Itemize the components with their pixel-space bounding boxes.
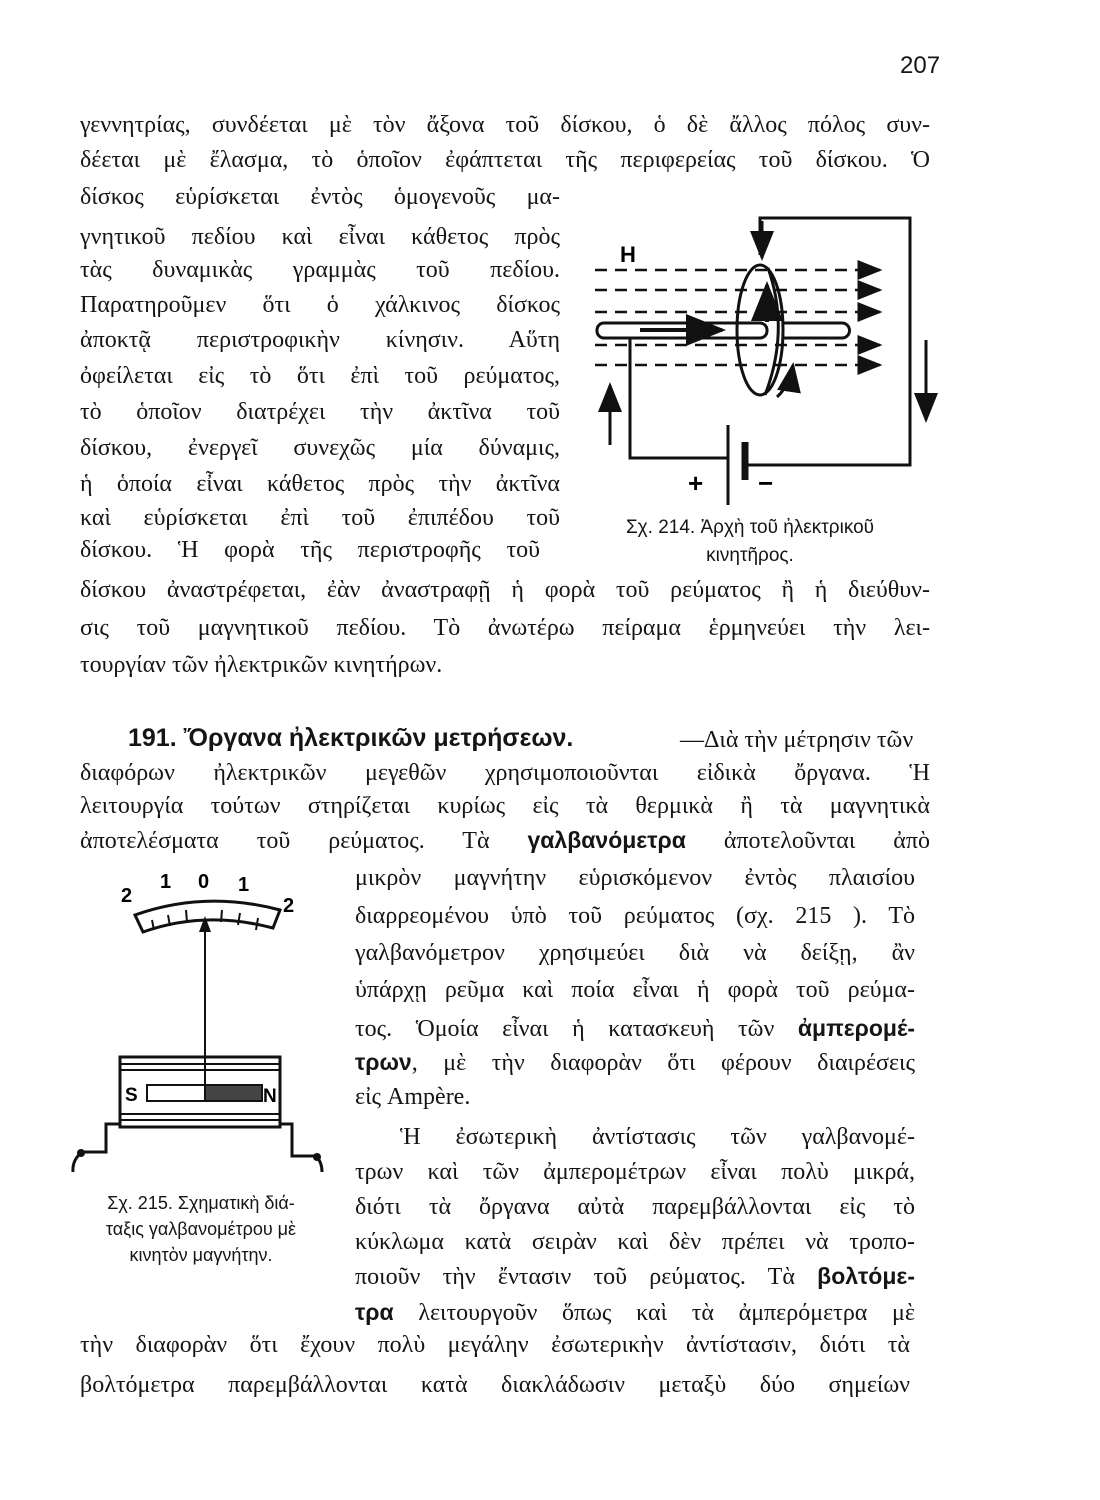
text-segment: Παρατηροῦμεν ὅτι ὁ χάλκινος δίσκος [80,292,560,318]
text-line [355,1226,915,1258]
text-segment: λειτουργία τούτων στηρίζεται κυρίως εἰς τὰ θερμικὰ ἢ τὰ μαγνητικὰ [80,793,930,819]
text-segment: ποιοῦν τὴν ἔντασιν τοῦ ρεύματος. Τὰ [355,1264,818,1290]
text-line [355,1260,915,1292]
text-segment: μικρὸν μαγνήτην εὑρισκόμενον ἐντὸς πλαισίου [355,865,915,891]
text-segment: κύκλωμα κατὰ σειρὰν καὶ δὲν πρέπει νὰ τροπο- [355,1229,915,1255]
text-line [400,1121,915,1153]
text-line [355,1296,915,1328]
text-segment: γνητικοῦ πεδίου καὶ εἶναι κάθετος πρὸς [80,224,560,250]
text-segment: τὰς δυναμικὰς γραμμὰς τοῦ πεδίου. [80,257,560,283]
text-line [355,900,915,932]
text-line [355,974,915,1006]
section-heading [128,722,573,754]
text-line [80,432,560,464]
bold-term: γαλβανόμετρα [527,827,686,853]
text-segment: τὴν διαφορὰν ὅτι ἔχουν πολὺ μεγάλην ἐσωτερικὴν ἀντίστασιν, διότι τὰ [80,1332,910,1358]
text-line [80,612,930,644]
text-line [80,502,560,534]
text-segment: διαρρεομένου ὑπὸ τοῦ ρεύματος (σχ. 215 ). Τὸ [355,903,915,929]
bold-term: τρων [355,1049,412,1075]
text-segment: σις τοῦ μαγνητικοῦ πεδίου. Τὸ ἀνωτέρω πείραμα ἑρμηνεύει τὴν λει- [80,615,930,641]
text-line [80,109,930,141]
text-segment: διαφόρων ἠλεκτρικῶν μεγεθῶν χρησιμοποιοῦνται εἰδικὰ ὄργανα. Ἡ [80,760,930,786]
text-segment: βολτόμετρα παρεμβάλλονται κατὰ διακλάδωσιν μεταξὺ δύο σημείων [80,1372,910,1398]
caption-line: Σχ. 215. Σχηματικὴ διά- [107,1193,295,1213]
bold-term: ἀμπερομέ- [797,1015,915,1041]
text-line [80,757,930,789]
text-line [80,254,560,286]
scale-label: 1 [160,871,172,893]
text-line [80,790,930,822]
text-segment: δίσκου, ἐνεργεῖ συνεχῶς μία δύναμις, [80,435,560,461]
text-segment: δίσκου ἀναστρέφεται, ἐὰν ἀναστραφῇ ἡ φορὰ τοῦ ρεύματος ἢ ἡ διεύθυν- [80,577,930,603]
text-segment: γαλβανόμετρον χρησιμεύει διὰ νὰ δείξῃ, ἂν [355,940,915,966]
text-line [355,1012,915,1044]
figure-214-caption [570,514,930,570]
text-line [355,937,915,969]
bold-term: βολτόμε- [817,1263,915,1289]
section-title: Ὄργανα ἠλεκτρικῶν μετρήσεων. [183,724,574,752]
caption-line: κινητῆρος. [706,545,794,566]
text-line [80,534,540,566]
text-line [80,144,930,176]
text-line [355,1081,485,1113]
page-number: 207 [900,52,941,79]
scale-label: 2 [121,885,133,907]
figure-215-caption [66,1190,336,1268]
section-number: 191. [128,724,177,752]
text-line [80,181,560,213]
text-line [80,468,560,500]
caption-line: Σχ. 214. Ἀρχὴ τοῦ ἠλεκτρικοῦ [625,517,875,538]
text-line [80,574,930,606]
text-line [80,324,560,356]
caption-line: ταξις γαλβανομέτρου μὲ [105,1219,297,1239]
text-segment: δέεται μὲ ἔλασμα, τὸ ὁποῖον ἐφάπτεται τῆς περιφερείας τοῦ δίσκου. Ὁ [80,147,930,173]
caption-line: κινητὸν μαγνήτην. [129,1245,273,1265]
text-line [355,862,915,894]
text-segment: τὸ ὁποῖον διατρέχει τὴν ἀκτῖνα τοῦ [80,399,560,425]
text-line [80,221,560,253]
scale-label: 2 [283,895,295,917]
text-segment: λειτουργοῦν ὅπως καὶ τὰ ἀμπερόμετρα μὲ [393,1300,915,1326]
text-segment: —Διὰ τὴν μέτρησιν τῶν [680,727,914,753]
text-segment: δίσκος εὑρίσκεται ἐντὸς ὁμογενοῦς μα- [80,184,560,210]
text-line [80,396,560,428]
text-segment: εἰς Ampère. [355,1084,471,1110]
field-label: H [620,242,636,267]
text-line [355,1191,915,1223]
text-segment: διότι τὰ ὄργανα αὐτὰ παρεμβάλλονται εἰς τὸ [355,1194,915,1220]
plus-label: + [688,468,704,498]
text-line [80,824,930,856]
text-segment: τος. Ὁμοία εἶναι ἡ κατασκευὴ τῶν [355,1016,798,1042]
south-pole-label: S [125,1085,138,1106]
text-segment: ἡ ὁποία εἶναι κάθετος πρὸς τὴν ἀκτῖνα [80,471,560,497]
text-line [80,360,560,392]
text-segment: , μὲ τὴν διαφορὰν ὅτι φέρουν διαιρέσεις [411,1050,915,1076]
text-line [80,1329,910,1361]
text-segment: Ἡ ἐσωτερικὴ ἀντίστασις τῶν γαλβανομέ- [400,1124,915,1150]
text-segment: τουργίαν τῶν ἠλεκτρικῶν κινητήρων. [80,652,443,678]
text-segment: ἀποτελοῦνται ἀπὸ [685,828,930,854]
figure-215-galvanometer-diagram [60,860,360,1190]
text-segment: ἀποκτᾷ περιστροφικὴν κίνησιν. Αὕτη [80,327,560,353]
text-line [80,1369,910,1401]
text-line [80,649,510,681]
text-line [680,724,930,756]
text-segment: γεννητρίας, συνδέεται μὲ τὸν ἄξονα τοῦ δίσκου, ὁ δὲ ἄλλος πόλος συν- [80,112,930,138]
north-pole-label: N [263,1086,277,1107]
text-line [355,1156,915,1188]
text-segment: τρων καὶ τῶν ἀμπερομέτρων εἶναι πολὺ μικρά, [355,1159,915,1185]
text-segment: ὑπάρχῃ ρεῦμα καὶ ποία εἶναι ἡ φορὰ τοῦ ρεύμα- [355,977,915,1003]
text-segment: καὶ εὑρίσκεται ἐπὶ τοῦ ἐπιπέδου τοῦ [80,505,560,531]
text-segment: ὀφείλεται εἰς τὸ ὅτι ἐπὶ τοῦ ρεύματος, [80,363,560,389]
figure-214-motor-diagram [560,200,940,520]
scale-label: 1 [238,874,250,896]
minus-label: − [758,468,774,498]
scale-label: 0 [198,871,210,893]
text-line [355,1046,915,1078]
text-segment: δίσκου. Ἡ φορὰ τῆς περιστροφῆς τοῦ [80,537,540,563]
text-line [80,289,560,321]
text-segment: ἀποτελέσματα τοῦ ρεύματος. Τὰ [80,828,528,854]
bold-term: τρα [355,1299,394,1325]
